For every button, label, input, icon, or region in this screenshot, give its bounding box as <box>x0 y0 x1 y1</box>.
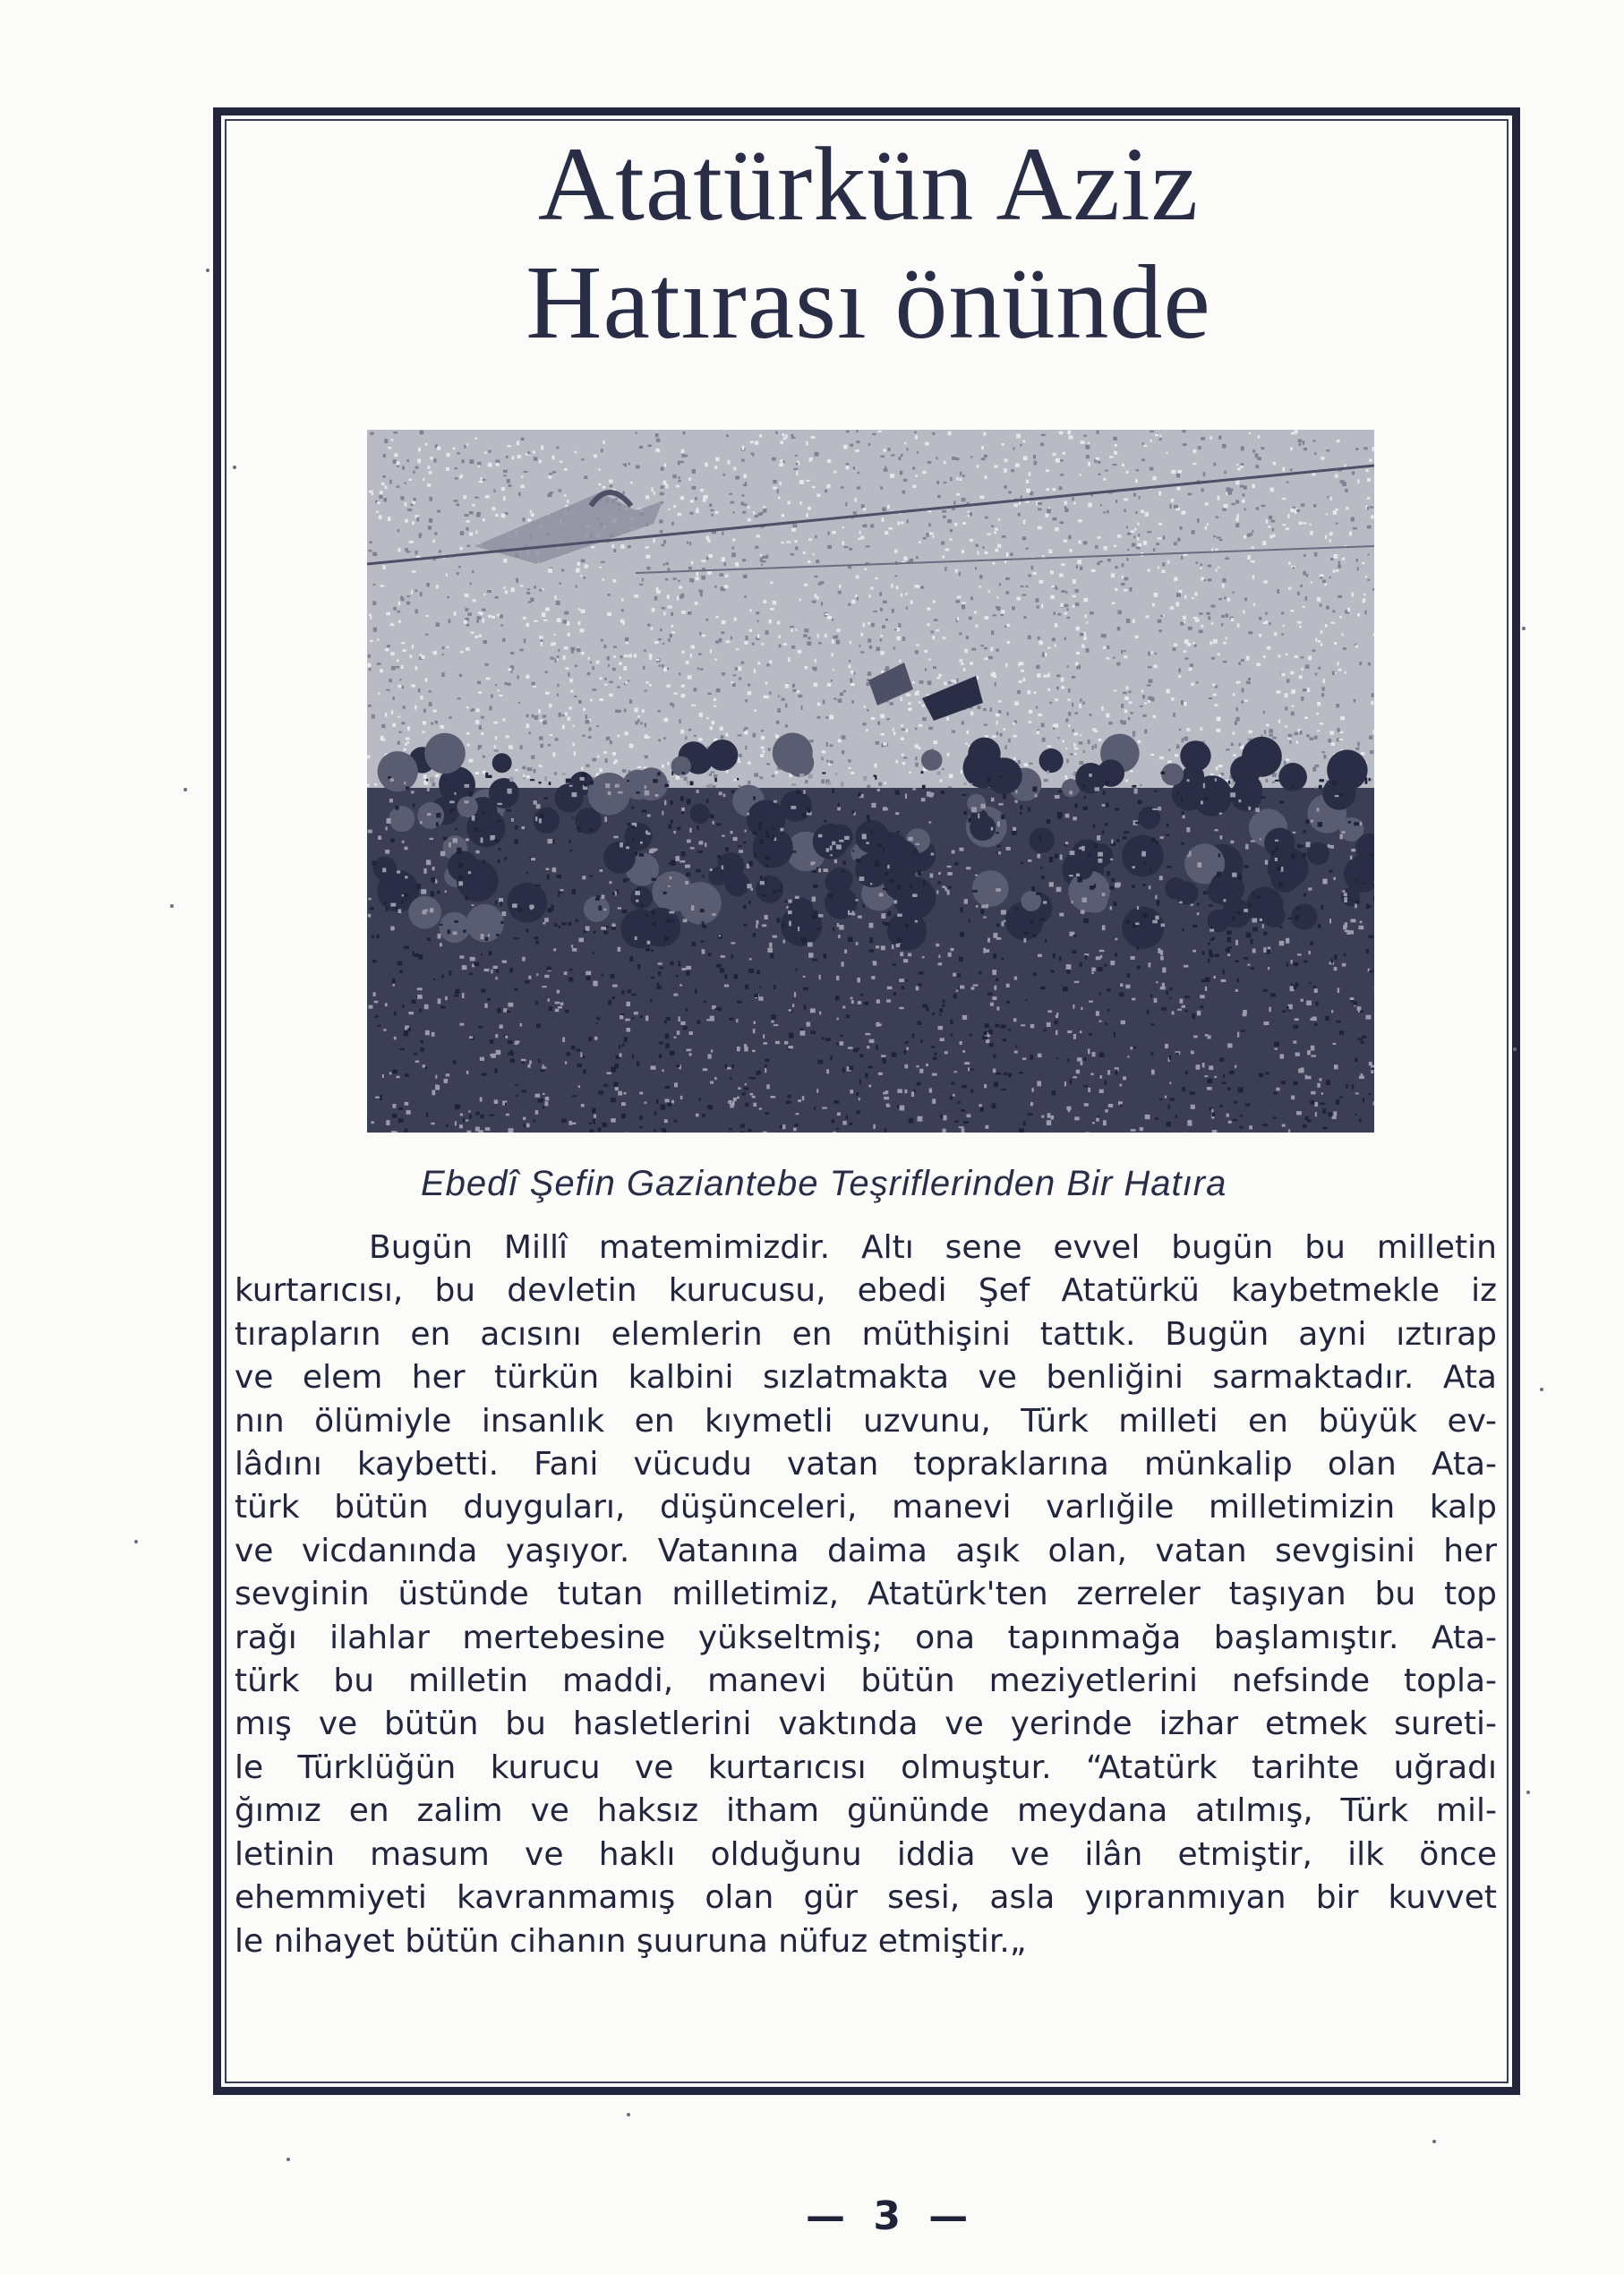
scan-speck <box>1526 1791 1530 1794</box>
article-body <box>235 1227 1497 1963</box>
article-line: ehemmiyeti kavranmamış olan gür sesi, asla yıpranmıyan bir kuvvet <box>235 1879 1497 1917</box>
scan-speck <box>1432 2140 1436 2143</box>
article-line: ve vicdanında yaşıyor. Vatanına daima aşık olan, vatan sevgisini her <box>235 1532 1497 1569</box>
crowd-photo-halftone-icon <box>367 430 1374 1133</box>
article-line: mış ve bütün bu hasletlerini vaktında ve yerinde izhar etmek sureti- <box>235 1706 1497 1743</box>
article-line: kurtarıcısı, bu devletin kurucusu, ebedi Şef Atatürkü kaybetmekle iz <box>235 1272 1497 1310</box>
article-line: sevginin üstünde tutan milletimiz, Atatürk'ten zerreler taşıyan bu top <box>235 1576 1497 1613</box>
article-line: nın ölümiyle insanlık en kıymetli uzvunu, Türk milleti en büyük ev- <box>235 1402 1497 1440</box>
scan-speck <box>627 2113 630 2116</box>
article-line: Bugün Millî matemimizdir. Altı sene evvel bugün bu milletin <box>369 1229 1497 1266</box>
scan-speck <box>233 466 236 469</box>
article-line: le Türklüğün kurucu ve kurtarıcısı olmuştur. “Atatürk tarihte uğradı <box>235 1748 1497 1786</box>
scan-speck <box>206 269 209 272</box>
headline-line-2: Hatırası önünde <box>526 244 1211 361</box>
scan-speck <box>1540 1388 1543 1391</box>
headline-line-1: Atatürkün Aziz <box>537 125 1200 243</box>
scan-speck <box>1513 1047 1517 1051</box>
article-line: ğımız en zalim ve haksız itham gününde meydana atılmış, Türk mil- <box>235 1792 1497 1830</box>
scan-speck <box>134 1540 138 1543</box>
page-number: — 3 — <box>806 2193 976 2239</box>
article-line: türk bütün duyguları, düşünceleri, manevi varlığile milletimizin kalp <box>235 1489 1497 1526</box>
article-line: rağı ilahlar mertebesine yükseltmiş; ona tapınmağa başlamıştır. Ata- <box>235 1619 1497 1656</box>
scan-speck <box>1522 627 1526 630</box>
article-line: türk bu milletin maddi, manevi bütün meziyetlerini nefsinde topla- <box>235 1663 1497 1700</box>
scan-speck <box>184 788 187 791</box>
article-line: le nihayet bütün cihanın şuuruna nüfuz etmiştir.„ <box>235 1922 1027 1960</box>
article-line: letinin masum ve haklı olduğunu iddia ve ilân etmiştir, ilk önce <box>235 1835 1497 1873</box>
headline <box>224 125 1513 362</box>
article-line: lâdını kaybetti. Fani vücudu vatan topraklarına münkalip olan Ata- <box>235 1446 1497 1483</box>
photo-caption: Ebedî Şefin Gaziantebe Teşriflerinden Bir Hatıra <box>421 1164 1227 1203</box>
scan-speck <box>286 2158 290 2161</box>
crowd-photo <box>367 430 1374 1133</box>
scan-speck <box>170 904 174 908</box>
article-line: ve elem her türkün kalbini sızlatmakta ve benliğini sarmaktadır. Ata <box>235 1359 1497 1397</box>
article-line: tırapların en acısını elemlerin en müthişini tattık. Bugün ayni ıztırap <box>235 1315 1497 1353</box>
